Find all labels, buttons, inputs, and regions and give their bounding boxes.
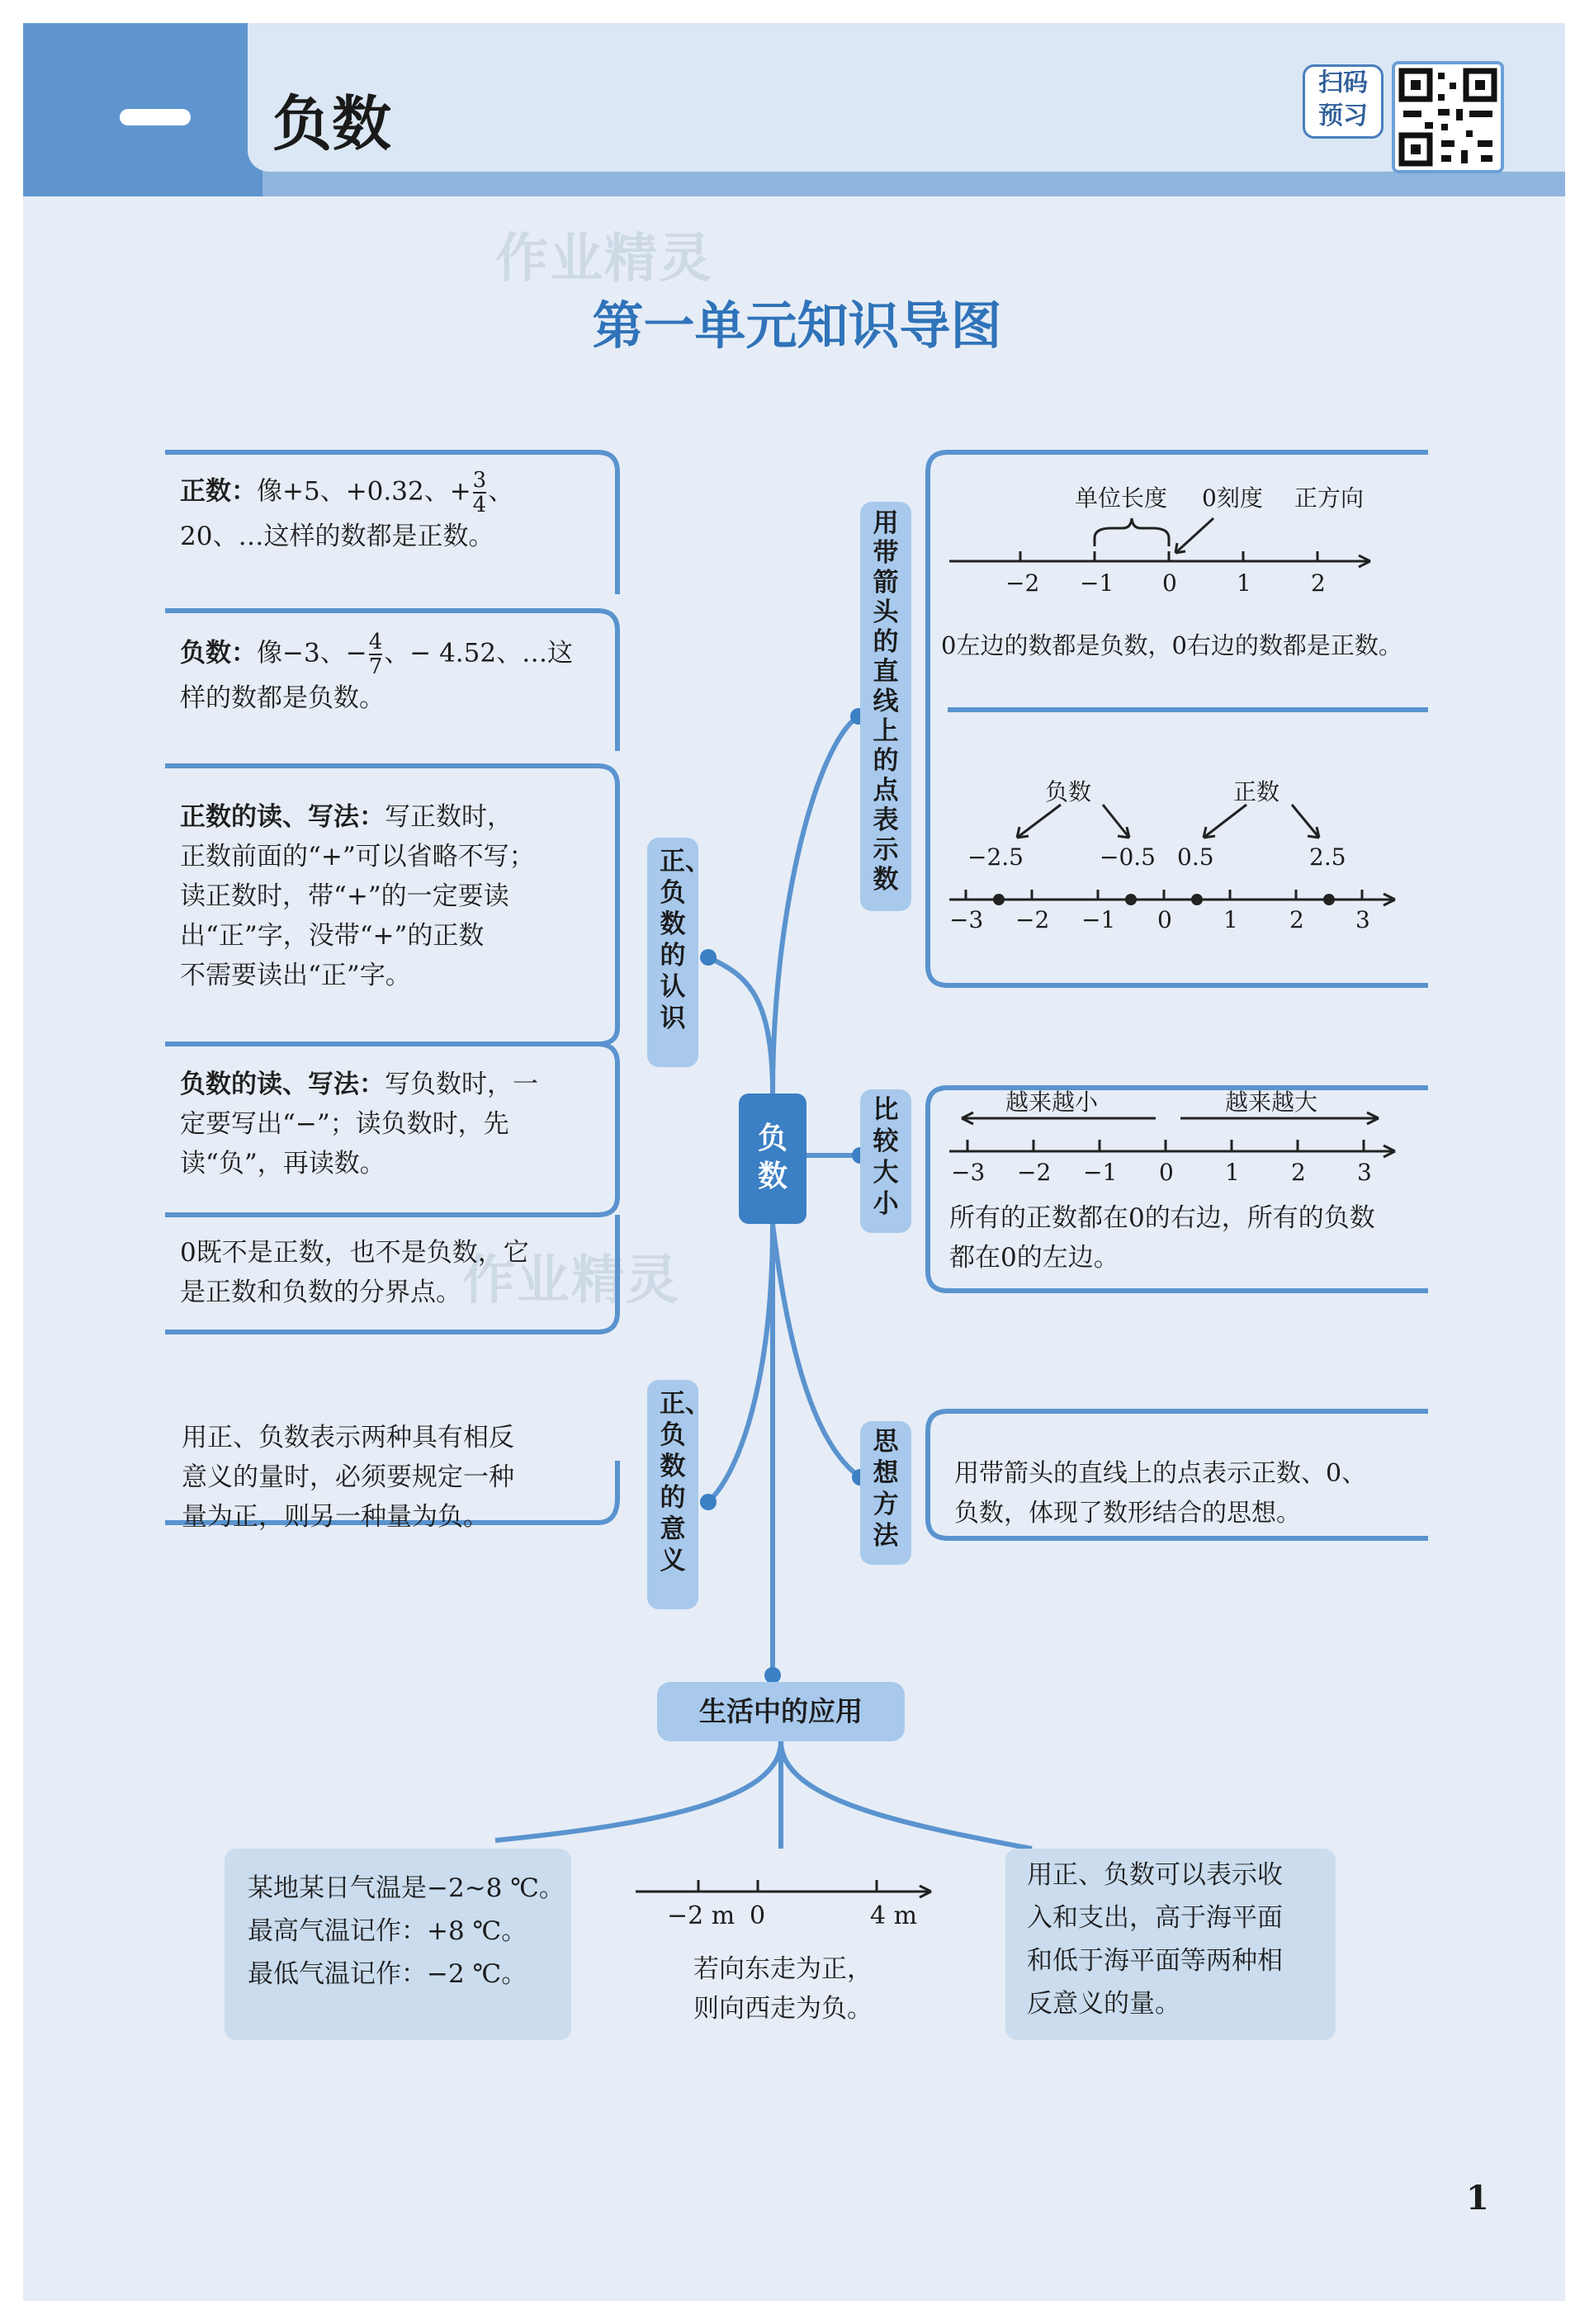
life-application-node[interactable]: 生活中的应用 xyxy=(657,1682,905,1741)
positive-text-2: 、 xyxy=(488,476,514,507)
temp-line-1: 某地某日气温是−2~8 ℃。 xyxy=(248,1873,565,1903)
compare-tick: −1 xyxy=(1083,1159,1118,1186)
income-card xyxy=(1005,1849,1336,2040)
fraction-numerator: 4 xyxy=(368,630,383,654)
walk-text xyxy=(693,1949,925,2029)
negative-text-2: 、− 4.52、…这 xyxy=(384,638,574,668)
walk-tick: −2 m xyxy=(667,1901,736,1930)
line1-tick: −1 xyxy=(1080,569,1114,597)
positive-text-1: 像+5、+0.32、+ xyxy=(257,476,471,507)
line1-tick: −2 xyxy=(1005,569,1040,597)
line1-tick: 1 xyxy=(1237,569,1251,597)
method-line-1: 用带箭头的直线上的点表示正数、0、 xyxy=(954,1459,1367,1488)
scan-preview-button[interactable]: 扫码 预习 xyxy=(1303,64,1384,139)
meaning-line-2: 意义的量时，必须要规定一种 xyxy=(182,1462,514,1492)
pos-rw-line-4: 出“正”字，没带“+”的正数 xyxy=(180,921,485,951)
branch-label: 比较大小 xyxy=(873,1095,899,1219)
zero-line-1: 0既不是正数，也不是负数，它 xyxy=(180,1238,529,1268)
compare-line-2: 都在0的左边。 xyxy=(949,1243,1119,1273)
line1-tick: 0 xyxy=(1162,569,1177,597)
line2-point: 2.5 xyxy=(1309,843,1346,871)
fraction-numerator: 3 xyxy=(472,468,487,493)
neg-rw-line-2: 定要写出“−”；读负数时，先 xyxy=(180,1109,509,1139)
walk-tick: 0 xyxy=(750,1901,766,1930)
pos-rw-line-3: 读正数时，带“+”的一定要读 xyxy=(180,881,509,911)
method-line-2: 负数，体现了数形结合的思想。 xyxy=(954,1499,1301,1528)
negative-head: 负数： xyxy=(180,638,257,668)
compare-tick: 2 xyxy=(1291,1159,1306,1186)
pos-rw-head: 正数的读、写法： xyxy=(180,802,385,832)
branch-label: 正、负数的认识 xyxy=(660,847,711,1033)
money-line-1: 用正、负数可以表示收 xyxy=(1027,1860,1283,1890)
meaning-line-1: 用正、负数表示两种具有相反 xyxy=(182,1423,514,1452)
temperature-card xyxy=(225,1849,571,2040)
negative-label: 负数 xyxy=(1045,778,1092,805)
compare-tick: 3 xyxy=(1357,1159,1372,1186)
compare-tick: −3 xyxy=(951,1159,986,1186)
smaller-label: 越来越小 xyxy=(1005,1089,1099,1116)
center-label: 负数 xyxy=(757,1122,788,1193)
line2-tick: 1 xyxy=(1223,906,1238,933)
neg-rw-head: 负数的读、写法： xyxy=(180,1070,385,1099)
temp-line-3: 最低气温记作：−2 ℃。 xyxy=(248,1959,527,1989)
positive-label: 正数 xyxy=(1233,778,1280,805)
larger-label: 越来越大 xyxy=(1225,1089,1318,1116)
negative-line-2: 样的数都是负数。 xyxy=(180,683,385,713)
zero-mark-label: 0刻度 xyxy=(1202,484,1263,512)
page-number: 1 xyxy=(1466,2179,1489,2218)
line2-tick: 3 xyxy=(1355,906,1370,933)
compare-tick: 0 xyxy=(1159,1159,1174,1186)
pos-rw-text: 写正数时， xyxy=(385,802,513,832)
negative-text-1: 像−3、− xyxy=(257,638,367,668)
line2-point: −2.5 xyxy=(967,843,1024,871)
method-text xyxy=(954,1454,1433,1533)
watermark-top: 作业精灵 xyxy=(495,229,713,290)
compare-text xyxy=(949,1198,1428,1278)
pos-rw-line-2: 正数前面的“+”可以省略不写； xyxy=(180,842,535,872)
pos-rw-line-5: 不需要读出“正”字。 xyxy=(180,961,411,990)
positive-direction-label: 正方向 xyxy=(1294,484,1365,512)
unit-length-label: 单位长度 xyxy=(1075,484,1168,512)
temp-line-2: 最高气温记作：+8 ℃。 xyxy=(248,1916,527,1946)
line2-point: 0.5 xyxy=(1177,843,1214,871)
line2-tick: 0 xyxy=(1157,906,1172,933)
positive-line-2: 20、…这样的数都是正数。 xyxy=(180,522,494,551)
compare-tick: −2 xyxy=(1017,1159,1052,1186)
unit-title: 负数 xyxy=(272,89,392,158)
fraction-denominator: 4 xyxy=(472,493,487,517)
money-line-2: 入和支出，高于海平面 xyxy=(1027,1903,1283,1933)
branch-label: 正、负数的意义 xyxy=(660,1389,711,1575)
line2-tick: 2 xyxy=(1289,906,1304,933)
line2-tick: −3 xyxy=(949,906,984,933)
compare-line-1: 所有的正数都在0的右边，所有的负数 xyxy=(949,1203,1375,1233)
branch-label: 思想方法 xyxy=(873,1427,899,1551)
compare-tick: 1 xyxy=(1225,1159,1240,1186)
line2-tick: −1 xyxy=(1081,906,1116,933)
money-line-4: 反意义的量。 xyxy=(1027,1989,1180,2019)
line2-point: −0.5 xyxy=(1100,843,1156,871)
meaning-line-3: 量为正，则另一种量为负。 xyxy=(182,1502,489,1532)
branch-label: 用带箭头的直线上的点表示数 xyxy=(873,508,899,895)
fraction-denominator: 7 xyxy=(368,654,383,679)
line1-tick: 2 xyxy=(1311,569,1326,597)
positive-head: 正数： xyxy=(180,476,257,507)
line1-caption: 0左边的数都是负数，0右边的数都是正数。 xyxy=(941,631,1402,659)
page-title: 第一单元知识导图 xyxy=(592,295,1002,356)
watermark-middle: 作业精灵 xyxy=(462,1250,680,1311)
walk-tick: 4 m xyxy=(870,1901,918,1930)
zero-line-2: 是正数和负数的分界点。 xyxy=(180,1278,461,1307)
line2-tick: −2 xyxy=(1015,906,1050,933)
neg-rw-text: 写负数时，一 xyxy=(385,1070,538,1099)
money-line-3: 和低于海平面等两种相 xyxy=(1027,1946,1283,1976)
walk-line-1: 若向东走为正， xyxy=(693,1954,873,1984)
neg-rw-line-3: 读“负”，再读数。 xyxy=(180,1149,385,1179)
walk-line-2: 则向西走为负。 xyxy=(693,1994,873,2024)
